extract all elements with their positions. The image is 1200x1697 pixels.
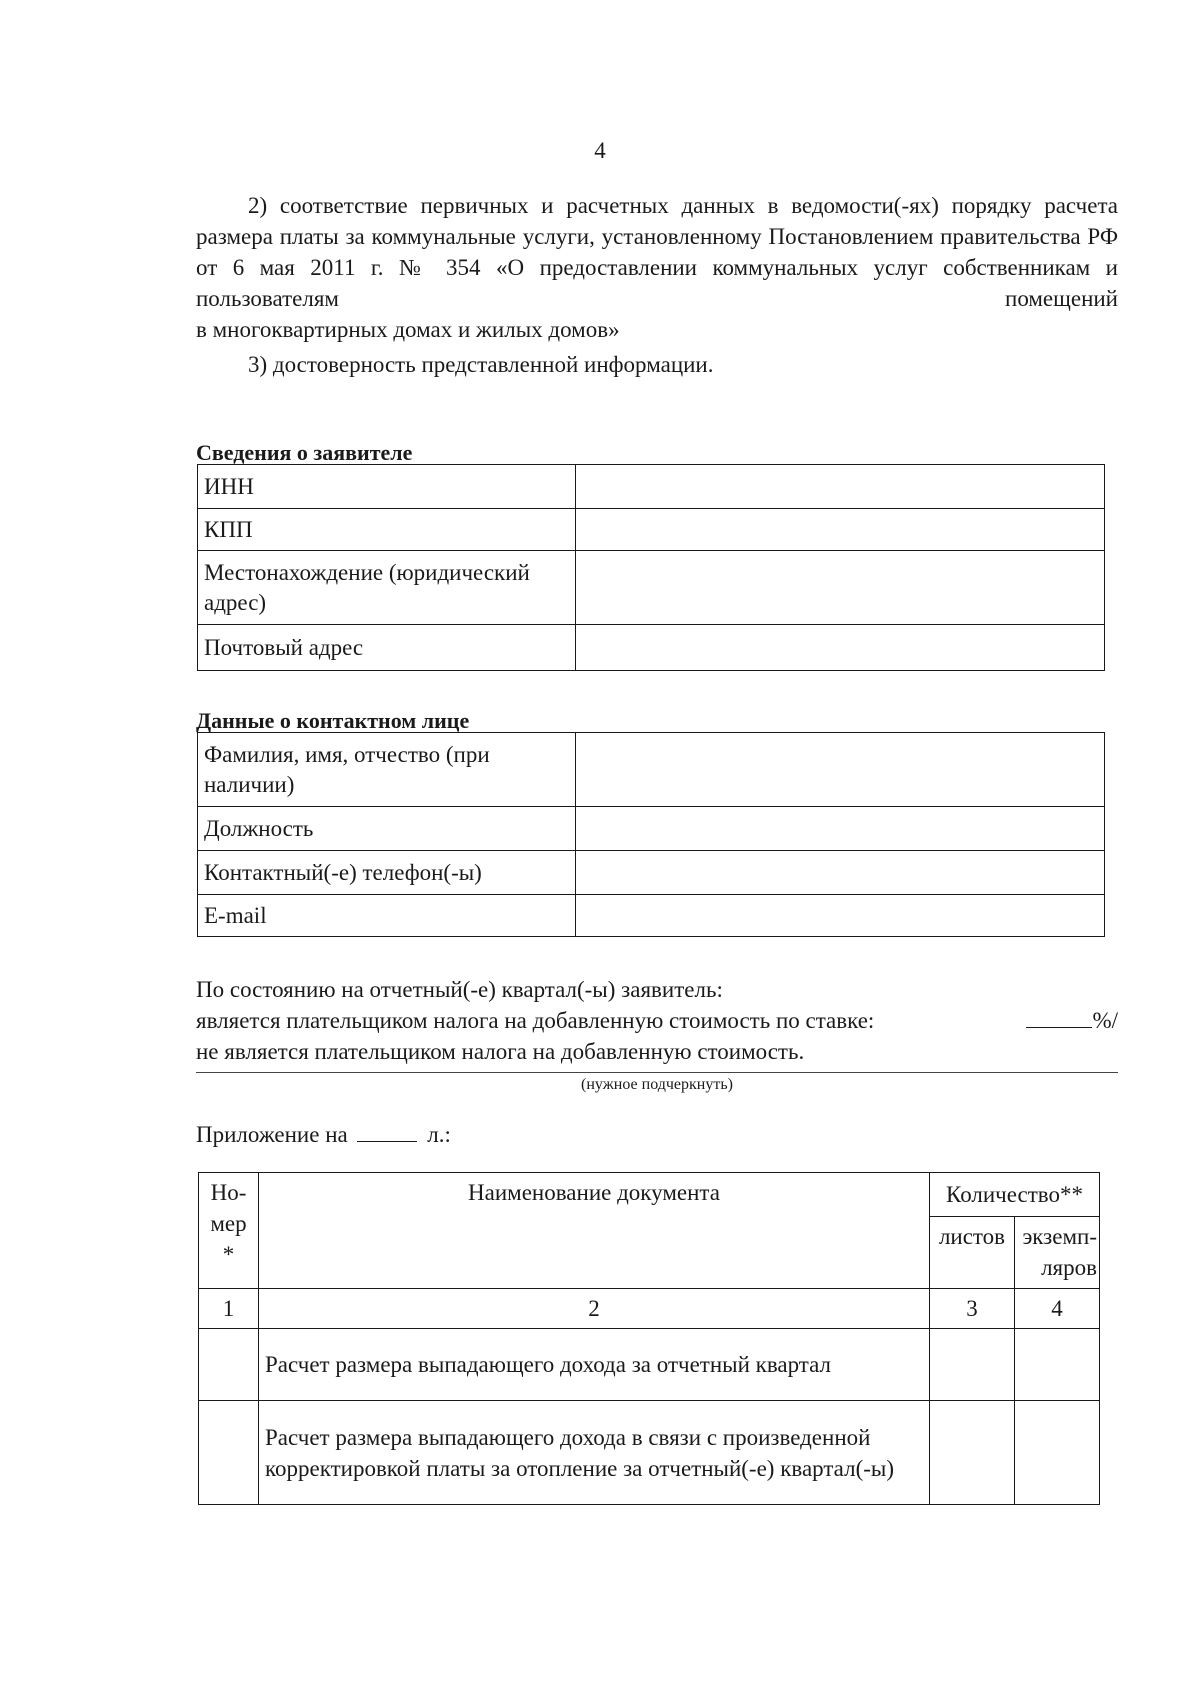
docs-header-copies: экземп-ляров bbox=[1015, 1217, 1100, 1289]
applicant-value-postal[interactable] bbox=[576, 625, 1105, 671]
contact-label-email: E-mail bbox=[198, 895, 576, 937]
applicant-label-postal: Почтовый адрес bbox=[198, 625, 576, 671]
applicant-value-kpp[interactable] bbox=[576, 509, 1105, 551]
table-row bbox=[199, 1401, 1100, 1505]
contact-row-phone bbox=[198, 851, 1105, 895]
appendix-sheets-blank[interactable] bbox=[357, 1141, 417, 1142]
docs-row-number[interactable] bbox=[199, 1401, 259, 1505]
vat-rate bbox=[1026, 1005, 1118, 1036]
docs-row-sheets[interactable] bbox=[930, 1401, 1015, 1505]
contact-table bbox=[197, 732, 1105, 937]
contact-row-name bbox=[198, 733, 1105, 807]
docs-row-name: Расчет размера выпадающего дохода в связи с произведенной корректировкой платы за отопление за отчетный(-е) квартал(-ы) bbox=[259, 1401, 930, 1505]
docs-index-row bbox=[199, 1289, 1100, 1329]
vat-rate-blank[interactable] bbox=[1026, 1027, 1092, 1028]
applicant-value-inn[interactable] bbox=[576, 465, 1105, 509]
appendix-line bbox=[196, 1122, 451, 1148]
applicant-row-inn bbox=[198, 465, 1105, 509]
vat-non-payer-text[interactable]: не является плательщиком налога на добавленную стоимость. bbox=[196, 1039, 805, 1064]
docs-row-copies[interactable] bbox=[1015, 1401, 1100, 1505]
docs-index-1: 1 bbox=[199, 1289, 259, 1329]
applicant-label-kpp: КПП bbox=[198, 509, 576, 551]
applicant-row-kpp bbox=[198, 509, 1105, 551]
docs-index-2: 2 bbox=[259, 1289, 930, 1329]
applicant-table bbox=[197, 464, 1105, 671]
page-number: 4 bbox=[594, 138, 606, 163]
applicant-row-address bbox=[198, 551, 1105, 625]
docs-header-quantity: Количество** bbox=[930, 1173, 1100, 1217]
docs-row-name: Расчет размера выпадающего дохода за отчетный квартал bbox=[259, 1329, 930, 1401]
contact-label-position: Должность bbox=[198, 807, 576, 851]
contact-section-title: Данные о контактном лице bbox=[196, 708, 470, 733]
contact-value-email[interactable] bbox=[576, 895, 1105, 937]
vat-rate-suffix: %/ bbox=[1092, 1008, 1118, 1033]
documents-table bbox=[198, 1172, 1100, 1505]
docs-row-copies[interactable] bbox=[1015, 1329, 1100, 1401]
appendix-prefix: Приложение на bbox=[196, 1122, 348, 1147]
docs-row-sheets[interactable] bbox=[930, 1329, 1015, 1401]
docs-header-number: Но-мер * bbox=[199, 1173, 259, 1289]
applicant-row-postal bbox=[198, 625, 1105, 671]
docs-header-row-1 bbox=[199, 1173, 1100, 1217]
contact-value-name[interactable] bbox=[576, 733, 1105, 807]
docs-index-3: 3 bbox=[930, 1289, 1015, 1329]
docs-index-4: 4 bbox=[1015, 1289, 1100, 1329]
intro-item-3: 3) достоверность представленной информации. bbox=[248, 352, 714, 377]
contact-value-position[interactable] bbox=[576, 807, 1105, 851]
appendix-suffix: л.: bbox=[427, 1122, 451, 1147]
docs-header-name: Наименование документа bbox=[259, 1173, 930, 1289]
docs-row-number[interactable] bbox=[199, 1329, 259, 1401]
vat-intro: По состоянию на отчетный(-е) квартал(-ы) заявитель: bbox=[196, 977, 723, 1002]
intro-item-2: 2) соответствие первичных и расчетных данных в ведомости(-ях) порядку расчета размера платы за коммунальные услуги, установленному Постановлением правительства РФ от 6 мая 2011 г. № 354 «О предоставлении коммунальных услуг собственникам и пользователям помещений bbox=[196, 193, 1118, 311]
docs-header-sheets: листов bbox=[930, 1217, 1015, 1289]
intro-item-2-last-line: в многоквартирных домах и жилых домов» bbox=[196, 317, 620, 342]
applicant-value-address[interactable] bbox=[576, 551, 1105, 625]
underline-rule bbox=[196, 1072, 1118, 1073]
table-row bbox=[199, 1329, 1100, 1401]
contact-label-name: Фамилия, имя, отчество (при наличии) bbox=[198, 733, 576, 807]
contact-value-phone[interactable] bbox=[576, 851, 1105, 895]
contact-row-position bbox=[198, 807, 1105, 851]
applicant-label-address: Местонахождение (юридический адрес) bbox=[198, 551, 576, 625]
vat-status-block bbox=[196, 974, 1118, 1067]
vat-payer-line bbox=[196, 1005, 1118, 1036]
underline-hint: (нужное подчеркнуть) bbox=[581, 1076, 733, 1093]
applicant-section-title: Сведения о заявителе bbox=[196, 440, 413, 465]
applicant-label-inn: ИНН bbox=[198, 465, 576, 509]
vat-payer-text[interactable]: является плательщиком налога на добавленную стоимость по ставке: bbox=[196, 1008, 875, 1033]
contact-label-phone: Контактный(-е) телефон(-ы) bbox=[198, 851, 576, 895]
contact-row-email bbox=[198, 895, 1105, 937]
